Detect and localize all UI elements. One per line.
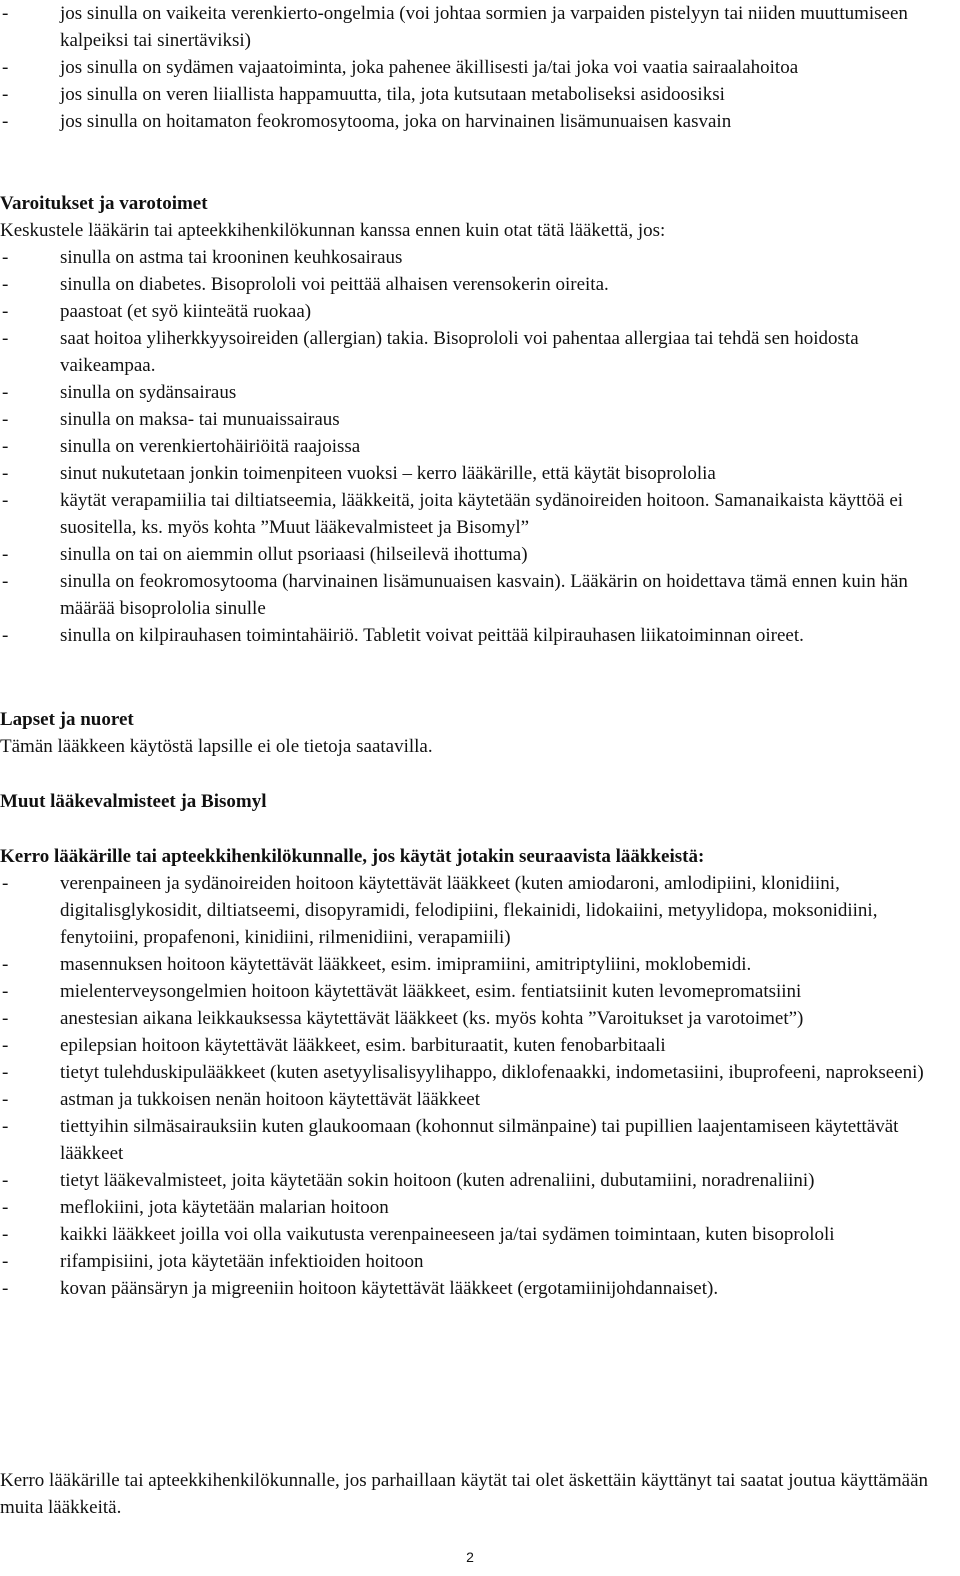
other-medicines-list (0, 870, 954, 1302)
children-section (0, 706, 954, 760)
contraindications-list-section (0, 0, 954, 135)
list-item: - sinulla on tai on aiemmin ollut psoriaasi (hilseilevä ihottuma) (0, 541, 954, 568)
list-item: - rifampisiini, jota käytetään infektioiden hoitoon (0, 1248, 954, 1275)
list-item: - jos sinulla on vaikeita verenkierto-ongelmia (voi johtaa sormien ja varpaiden pistelyyn tai niiden muuttumiseen kalpeiksi tai sinertäviksi) (0, 0, 954, 54)
other-medicines-section (0, 788, 954, 815)
list-item: - paastoat (et syö kiinteätä ruokaa) (0, 298, 954, 325)
list-item: - tiettyihin silmäsairauksiin kuten glaukoomaan (kohonnut silmänpaine) tai pupillien laajentamiseen käytettävät lääkkeet (0, 1113, 954, 1167)
list-item: - tietyt lääkevalmisteet, joita käytetään sokin hoitoon (kuten adrenaliini, dubutamiini, noradrenaliini) (0, 1167, 954, 1194)
list-item: - astman ja tukkoisen nenän hoitoon käytettävät lääkkeet (0, 1086, 954, 1113)
list-item: - saat hoitoa yliherkkyysoireiden (allergian) takia. Bisoprololi voi pahentaa allergiaa tai tehdä sen hoidosta vaikeampaa. (0, 325, 954, 379)
contraindications-list (0, 0, 954, 135)
list-item: - verenpaineen ja sydänoireiden hoitoon käytettävät lääkkeet (kuten amiodaroni, amlodipiini, klonidiini, digitalisglykosidit, diltiatseemi, disopyramidi, felodipiini, flekainidi, lidokaiini, metyylidopa, moksonidiini, fenytoiini, propafenoni, kinidiini, rilmenidiini, verapamiili) (0, 870, 954, 951)
list-item: - mielenterveysongelmien hoitoon käytettävät lääkkeet, esim. fentiatsiinit kuten levomepromatsiini (0, 978, 954, 1005)
list-item: - jos sinulla on veren liiallista happamuutta, tila, jota kutsutaan metaboliseksi asidoosiksi (0, 81, 954, 108)
list-item: - sinulla on maksa- tai munuaissairaus (0, 406, 954, 433)
list-item: - käytät verapamiilia tai diltiatseemia, lääkkeitä, joita käytetään sydänoireiden hoitoon. Samanaikaista käyttöä ei suositella, ks. myös kohta ”Muut lääkevalmisteet ja Bisomyl” (0, 487, 954, 541)
list-item: - sinulla on astma tai krooninen keuhkosairaus (0, 244, 954, 271)
warnings-heading: Varoitukset ja varotoimet (0, 193, 208, 214)
list-item: - kovan päänsäryn ja migreeniin hoitoon käytettävät lääkkeet (ergotamiinijohdannaiset). (0, 1275, 954, 1302)
list-item: - sinulla on feokromosytooma (harvinainen lisämunuaisen kasvain). Lääkärin on hoidettava tämä ennen kuin hän määrää bisoprololia sinulle (0, 568, 954, 622)
other-medicines-subheading: Kerro lääkärille tai apteekkihenkilökunnalle, jos käytät jotakin seuraavista lääkkeistä: (0, 846, 705, 867)
list-item: - epilepsian hoitoon käytettävät lääkkeet, esim. barbituraatit, kuten fenobarbitaali (0, 1032, 954, 1059)
closing-section (0, 1467, 954, 1521)
list-item: - jos sinulla on hoitamaton feokromosytooma, joka on harvinainen lisämunuaisen kasvain (0, 108, 954, 135)
list-item: - tietyt tulehduskipulääkkeet (kuten asetyylisalisyylihappo, diklofenaakki, indometasiini, ibuprofeeni, naprokseeni) (0, 1059, 954, 1086)
list-item: - meflokiini, jota käytetään malarian hoitoon (0, 1194, 954, 1221)
children-heading: Lapset ja nuoret (0, 709, 134, 730)
list-item: - anestesian aikana leikkauksessa käytettävät lääkkeet (ks. myös kohta ”Varoitukset ja varotoimet”) (0, 1005, 954, 1032)
other-medicines-list-section (0, 843, 954, 1302)
warnings-intro: Keskustele lääkärin tai apteekkihenkilökunnan kanssa ennen kuin otat tätä lääkettä, jos: (0, 220, 666, 241)
page-number: 2 (466, 1549, 474, 1565)
closing-paragraph: Kerro lääkärille tai apteekkihenkilökunnalle, jos parhaillaan käytät tai olet äskettäin käyttänyt tai saatat joutua käyttämään muita lääkkeitä. (0, 1470, 929, 1518)
warnings-list (0, 244, 954, 649)
warnings-section (0, 190, 954, 649)
list-item: - sinulla on kilpirauhasen toimintahäiriö. Tabletit voivat peittää kilpirauhasen liikatoiminnan oireet. (0, 622, 954, 649)
children-text: Tämän lääkkeen käytöstä lapsille ei ole tietoja saatavilla. (0, 736, 433, 757)
other-medicines-heading: Muut lääkevalmisteet ja Bisomyl (0, 791, 267, 812)
list-item: - jos sinulla on sydämen vajaatoiminta, joka pahenee äkillisesti ja/tai joka voi vaatia sairaalahoitoa (0, 54, 954, 81)
list-item: - sinulla on diabetes. Bisoprololi voi peittää alhaisen verensokerin oireita. (0, 271, 954, 298)
list-item: - masennuksen hoitoon käytettävät lääkkeet, esim. imipramiini, amitriptyliini, moklobemidi. (0, 951, 954, 978)
list-item: - sinulla on sydänsairaus (0, 379, 954, 406)
list-item: - kaikki lääkkeet joilla voi olla vaikutusta verenpaineeseen ja/tai sydämen toimintaan, kuten bisoprololi (0, 1221, 954, 1248)
list-item: - sinulla on verenkiertohäiriöitä raajoissa (0, 433, 954, 460)
list-item: - sinut nukutetaan jonkin toimenpiteen vuoksi – kerro lääkärille, että käytät bisoprololia (0, 460, 954, 487)
